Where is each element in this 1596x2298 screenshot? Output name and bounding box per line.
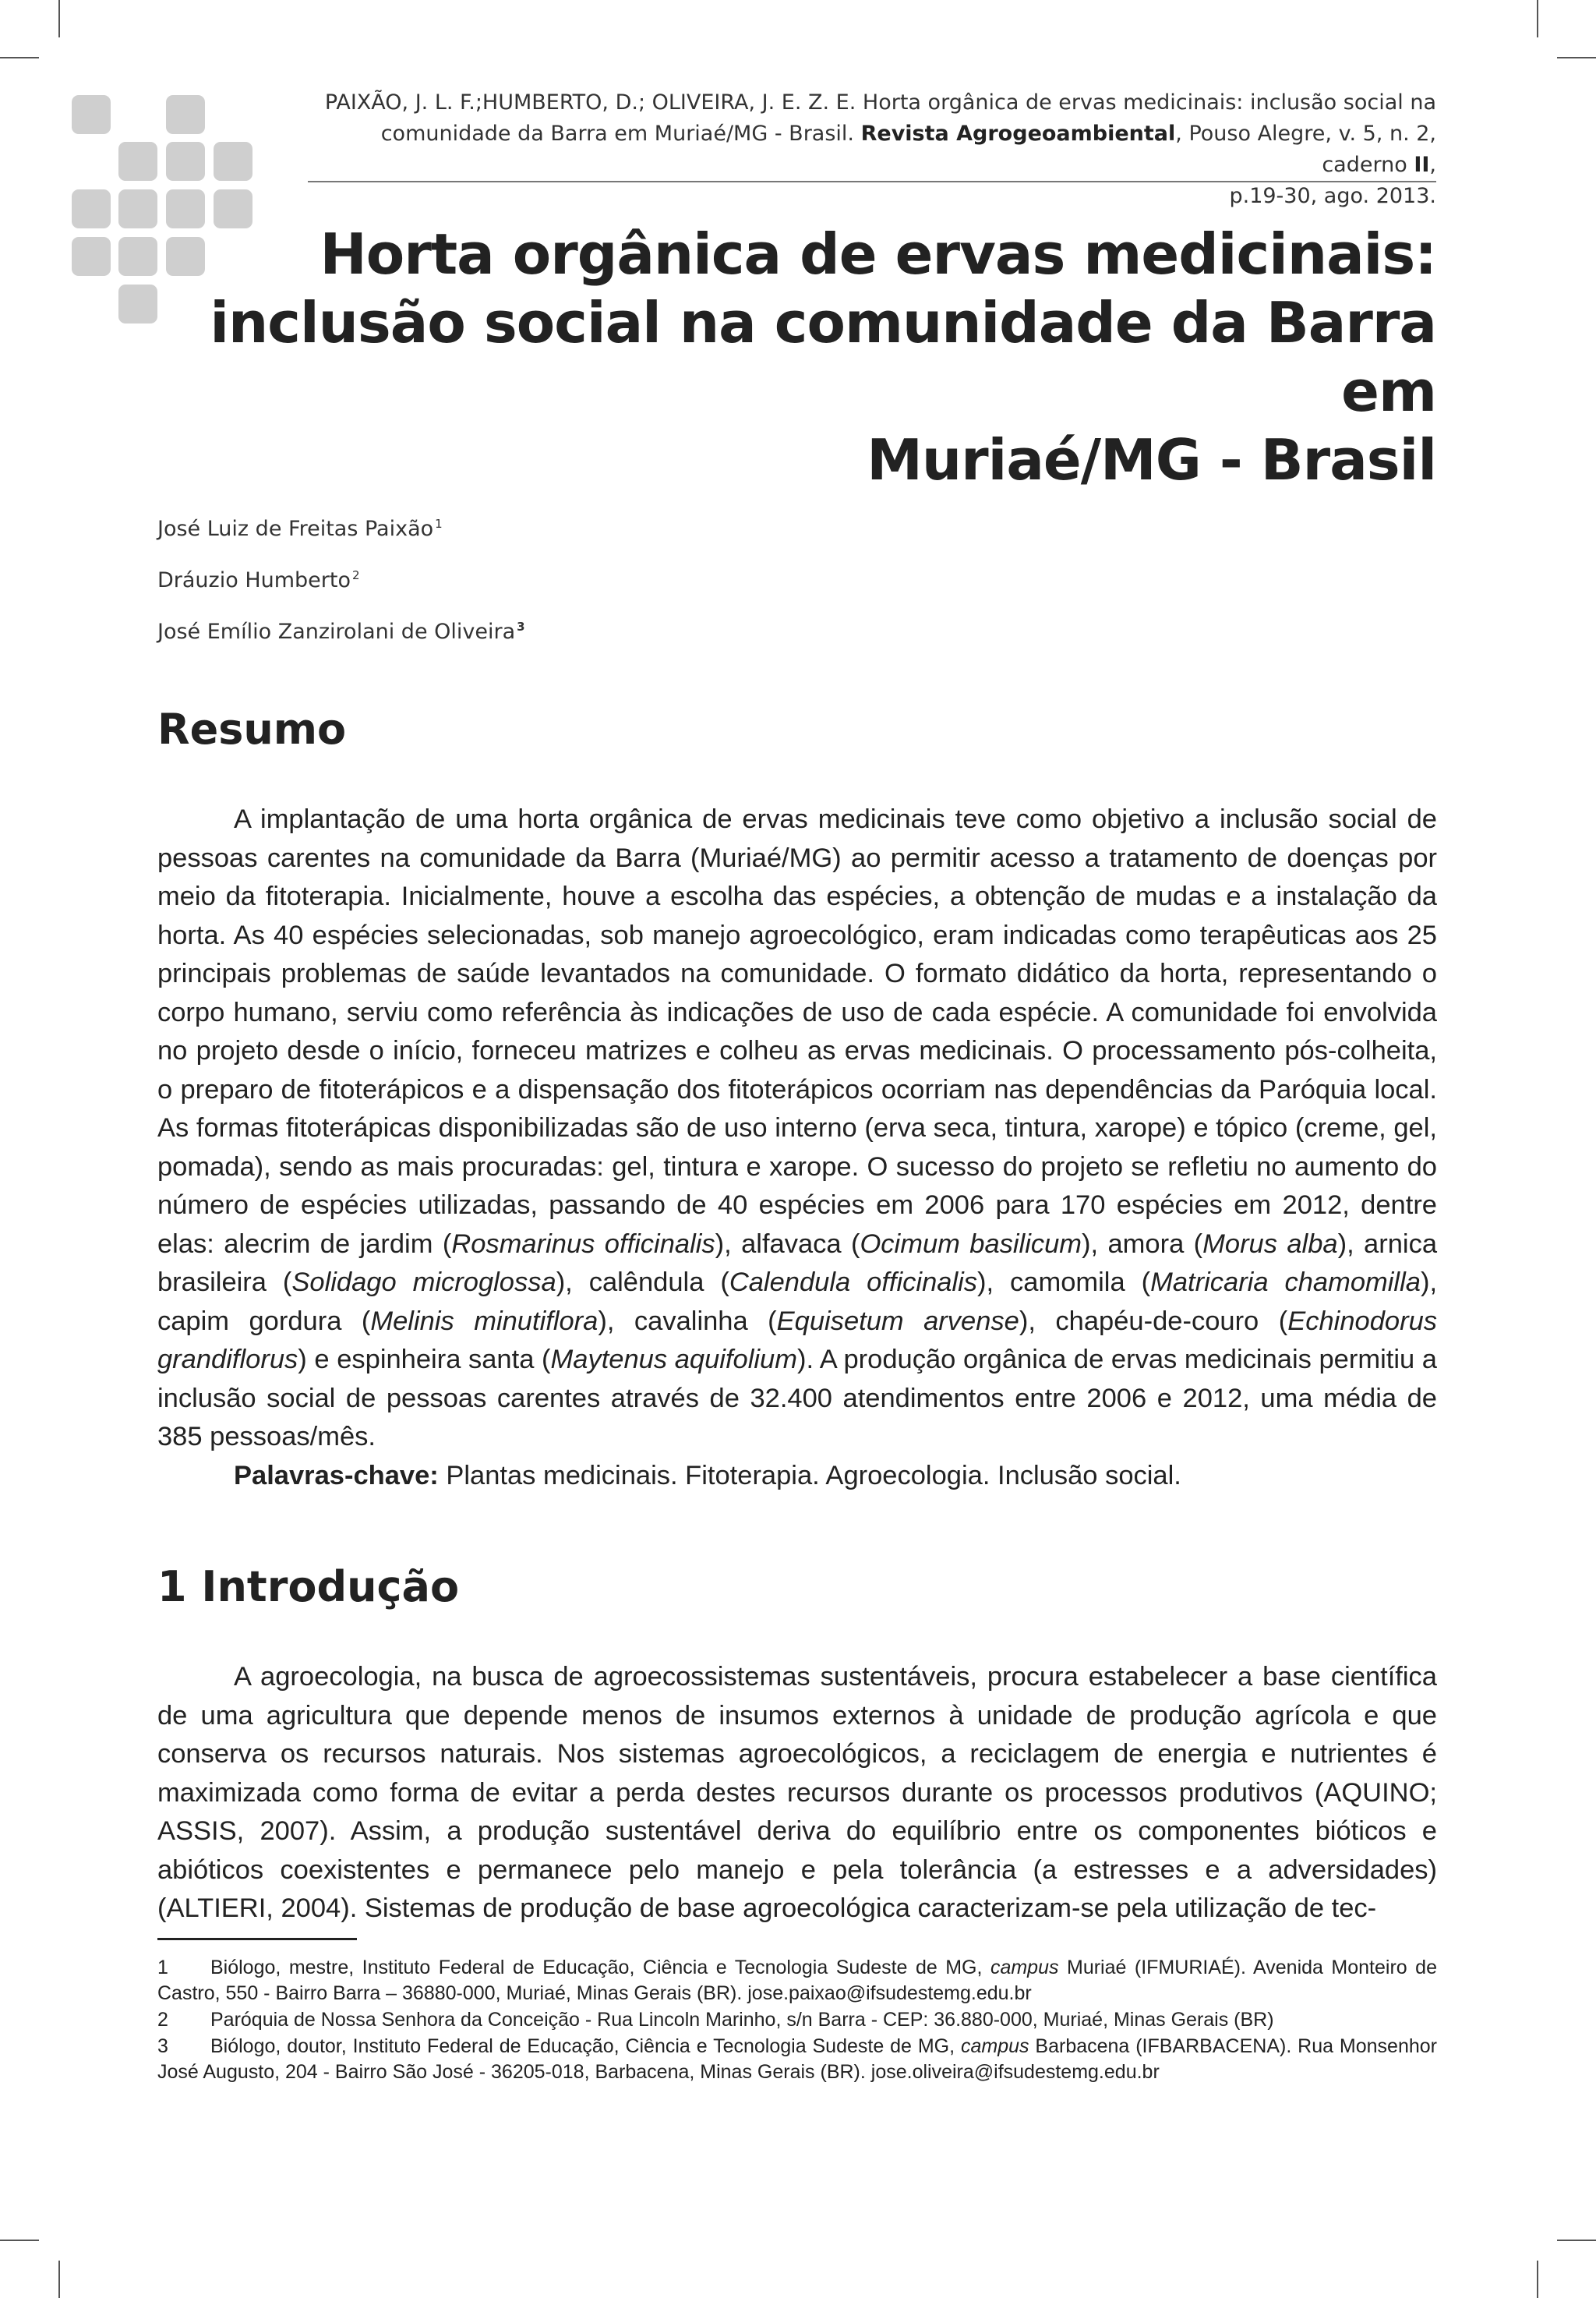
crop-mark [1557,2240,1596,2241]
intro-body: A agroecologia, na busca de agroecossistemas sustentáveis, procura estabelecer a base científica de uma agricultura que depende menos de insumos externos à unidade de produção agrícola e que conserva os recursos naturais. Nos sistemas agroecológicos, a reciclagem de energia e nutrientes é maximizada como forma de evitar a perda destes recursos durante os processos produtivos (AQUINO; ASSIS, 2007). Assim, a produção sustentável deriva do equilíbrio entre os componentes bióticos e abióticos coexistentes e permanece pelo manejo e pela tolerância (a estresses e a adversidades) (ALTIERI, 2004). Sistemas de produção de base agroecológica caracterizam-se pela utilização de tec- [157,1662,1437,1923]
journal-name: Revista Agrogeoambiental [860,122,1176,146]
author: Dráuzio Humberto $^2$ [157,568,360,592]
footnotes [157,1955,1437,2086]
crop-mark [1537,2261,1538,2298]
crop-mark [58,2261,60,2298]
keywords: Palavras-chave: Plantas medicinais. Fitoterapia. Agroecologia. Inclusão social. [234,1460,1181,1490]
citation-header: PAIXÃO, J. L. F.;HUMBERTO, D.; OLIVEIRA, J. E. Z. E. Horta orgânica de ervas medicinais: inclusão social na comunidade da Barra em Muriaé/MG - Brasil. Revista Agrogeoambiental, Pouso Alegre, v. 5, n. 2, caderno II, p.19-30, ago. 2013. [324,90,1436,208]
author-list [157,508,525,663]
article-title: Horta orgânica de ervas medicinais: inclusão social na comunidade da Barra em Muriaé/MG - Brasil [210,221,1436,493]
header-rule [308,181,1436,182]
author: José Emílio Zanzirolani de Oliveira $^3$ [157,620,525,644]
section-heading-resumo: Resumo [157,705,347,754]
footnote-rule [157,1938,357,1940]
footnote: 1 Biólogo, mestre, Instituto Federal de Educação, Ciência e Tecnologia Sudeste de MG, campus Muriaé (IFMURIAÉ). Avenida Monteiro de Castro, 550 - Bairro Barra – 36880-000, Muriaé, Minas Gerais (BR). jose.paixao@ifsudestemg.edu.br [157,1957,1437,2004]
crop-mark [1557,57,1596,58]
footnote: 2 Paróquia de Nossa Senhora da Conceição - Rua Lincoln Marinho, s/n Barra - CEP: 36.880-000, Muriaé, Minas Gerais (BR) [157,2009,1274,2031]
crop-mark [58,0,60,37]
abstract-body: A implantação de uma horta orgânica de ervas medicinais teve como objetivo a inclusão social de pessoas carentes na comunidade da Barra (Muriaé/MG) ao permitir acesso a tratamento de doenças por meio da fitoterapia. Inicialmente, houve a escolha das espécies, a obtenção de mudas e a instalação da horta. As 40 espécies selecionadas, sob manejo agroecológico, eram indicadas como terapêuticas aos 25 principais problemas de saúde levantados na comunidade. O formato didático da horta, representando o corpo humano, serviu como referência às indicações de uso de cada espécie. A comunidade foi envolvida no projeto desde o início, forneceu matrizes e colheu as ervas medicinais. O processamento pós-colheita, o preparo de fitoterápicos e a dispensação dos fitoterápicos ocorriam nas dependências da Paróquia local. As formas fitoterápicas disponibilizadas são de uso interno (erva seca, tintura, xarope) e tópico (creme, gel, pomada), sendo as mais procuradas: gel, tintura e xarope. O sucesso do projeto se refletiu no aumento do número de espécies utilizadas, passando de 40 espécies em 2006 para 170 espécies em 2012, dentre elas: alecrim de jardim (Rosmarinus officinalis), alfavaca (Ocimum basilicum), amora (Morus alba), arnica brasileira (Solidago microglossa), calêndula (Calendula officinalis), camomila (Matricaria chamomilla), capim gordura (Melinis minutiflora), cavalinha (Equisetum arvense), chapéu-de-couro (Echinodorus grandiflorus) e espinheira santa (Maytenus aquifolium). A produção orgânica de ervas medicinais permitiu a inclusão social de pessoas carentes através de 32.400 atendimentos entre 2006 e 2012, uma média de 385 pessoas/mês. Palavras-chave: Plantas medicinais. Fitoterapia. Agroecologia. Inclusão social. [157,801,1437,1495]
crop-mark [1537,0,1538,37]
section-heading-introducao: 1 Introdução [157,1562,460,1611]
author: José Luiz de Freitas Paixão $^1$ [157,517,443,541]
crop-mark [0,2240,39,2241]
crop-mark [0,57,39,58]
footnote: 3 Biólogo, doutor, Instituto Federal de Educação, Ciência e Tecnologia Sudeste de MG, campus Barbacena (IFBARBACENA). Rua Monsenhor José Augusto, 204 - Bairro São José - 36205-018, Barbacena, Minas Gerais (BR). jose.oliveira@ifsudestemg.edu.br [157,2035,1437,2083]
